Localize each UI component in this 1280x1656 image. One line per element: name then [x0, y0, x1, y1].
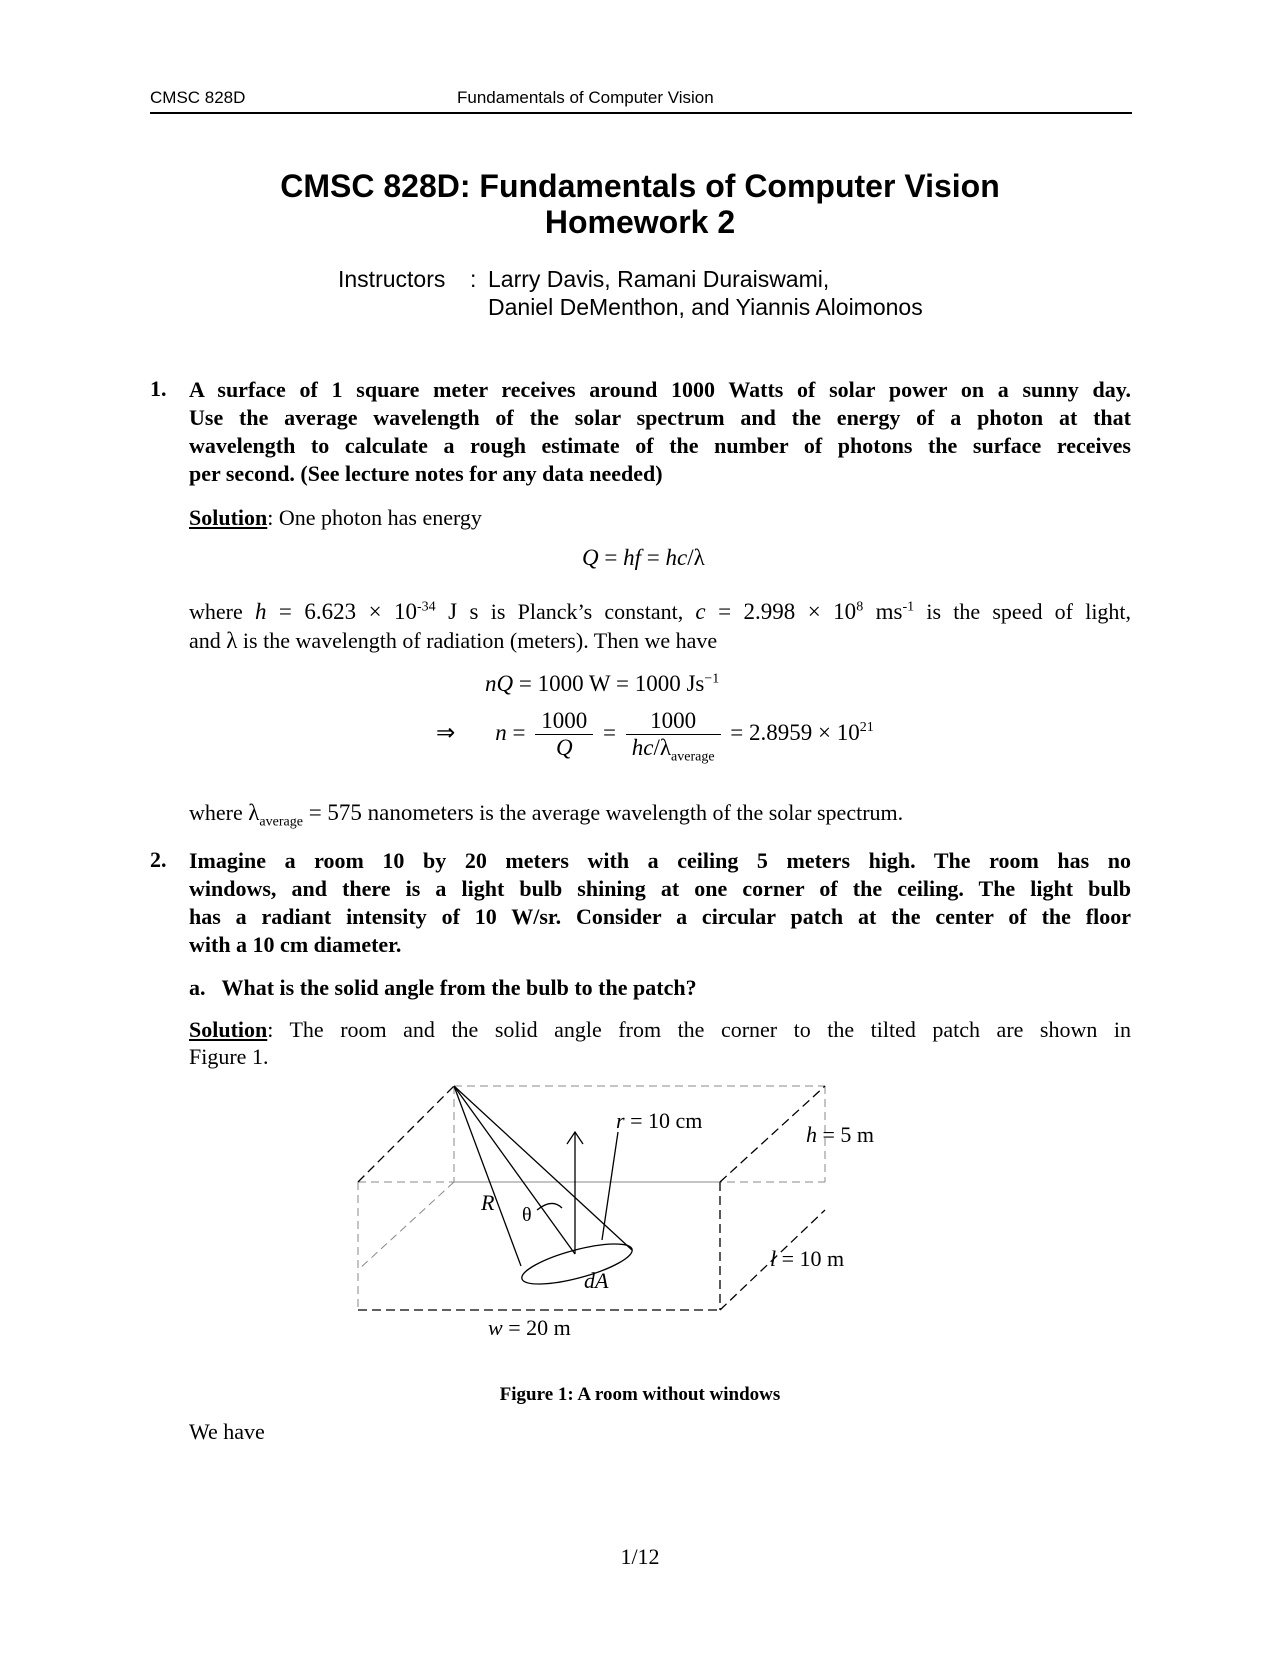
- q1-where-line: [189, 598, 1131, 626]
- question-2-text: [189, 847, 1131, 959]
- page-subtitle: Homework 2: [544, 204, 736, 240]
- patch-ellipse: [518, 1236, 635, 1293]
- theta-arc: [537, 1203, 562, 1210]
- eq-operator: =: [597, 719, 622, 745]
- eq-symbol-n: n: [495, 719, 507, 745]
- cone-ray-left: [454, 1086, 521, 1266]
- equation-power: [485, 671, 719, 697]
- lambda-subscript: average: [671, 749, 715, 765]
- average-wavelength-value: [248, 800, 474, 830]
- eq-slash: /: [653, 735, 660, 760]
- page-title: CMSC 828D: Fundamentals of Computer Vision: [280, 168, 1000, 204]
- cone-ray-right: [454, 1086, 632, 1250]
- label-radius: [616, 1108, 702, 1134]
- q2-solution-line-2: Figure 1.: [189, 1044, 269, 1069]
- planck-constant-value: [255, 599, 479, 624]
- fraction-numerator: 1000: [541, 708, 588, 733]
- label-height: [806, 1122, 874, 1148]
- header-course: CMSC 828D: [150, 88, 246, 107]
- eq-lambda: λ: [693, 545, 705, 570]
- question-2-line: has a radiant intensity of 10 W/sr. Consider a circular patch at the center of the floor: [189, 904, 1131, 929]
- question-1-line: A surface of 1 square meter receives around 1000 Watts of solar power on a sunny day.: [189, 377, 1131, 402]
- instructors-line-1: Larry Davis, Ramani Duraiswami,: [488, 266, 830, 292]
- l-unit: m: [827, 1246, 845, 1271]
- instructors-label: Instructors: [338, 266, 446, 292]
- symbol-c: c: [695, 599, 706, 624]
- eq-symbol-nq: nQ: [485, 671, 514, 696]
- eq-symbol-hf: hf: [623, 545, 641, 570]
- label-length: [770, 1246, 844, 1272]
- question-2a: [189, 975, 697, 1001]
- eq-symbol-hc: hc: [665, 545, 688, 570]
- w-unit: m: [553, 1315, 571, 1340]
- question-1-line: wavelength to calculate a rough estimate of the number of photons the surface receives: [189, 433, 1131, 458]
- lambda-symbol: λ: [248, 800, 260, 825]
- h-unit: m: [856, 1122, 875, 1147]
- room-hidden-edge: [358, 1182, 454, 1270]
- eq-operator: =: [598, 545, 624, 570]
- question-2-number: 2.: [150, 847, 167, 872]
- eq-result-exponent: 21: [859, 720, 874, 736]
- running-header: [150, 88, 1132, 114]
- solution-intro-text: : One photon has energy: [267, 505, 482, 530]
- planck-description: is Planck’s constant,: [490, 599, 684, 624]
- question-2-line: with a 10 cm diameter.: [189, 932, 402, 957]
- lambda-description: is the wavelength of radiation (meters). Then we have: [242, 628, 718, 653]
- eq-power-exponent: −1: [704, 671, 720, 687]
- solution-label: Solution: [189, 505, 268, 530]
- eq-symbol-q: Q: [582, 545, 599, 570]
- symbol-r: r: [616, 1108, 625, 1133]
- h-value: = 6.623 × 10: [266, 599, 418, 624]
- header-subject: Fundamentals of Computer Vision: [457, 88, 714, 107]
- question-1-number: 1.: [150, 376, 167, 401]
- question-1-text: [189, 376, 1131, 488]
- q1-solution-intro: [189, 504, 482, 532]
- q1-average-wavelength-line: [189, 799, 904, 830]
- and-word: and: [189, 628, 221, 653]
- lambda-symbol: λ: [226, 628, 238, 653]
- wavelength-value: = 575 nanometers: [302, 800, 474, 825]
- r-value: = 10: [624, 1108, 670, 1133]
- c-unit: ms: [863, 599, 903, 624]
- fraction-denominator: [626, 734, 721, 765]
- fraction-1000-over-hc-lambda: [626, 708, 721, 765]
- figure-room: [340, 1080, 900, 1375]
- wavelength-description: is the average wavelength of the solar spectrum.: [479, 800, 904, 825]
- where-word: where: [189, 800, 243, 825]
- h-unit: J s: [435, 599, 479, 624]
- symbol-l: l: [770, 1246, 777, 1271]
- q2-solution-line-1: [189, 1016, 1131, 1044]
- lambda-subscript: average: [259, 814, 303, 830]
- instructors-line-2: Daniel DeMenthon, and Yiannis Aloimonos: [488, 294, 923, 320]
- fraction-denominator: Q: [535, 734, 593, 761]
- eq-power-values: = 1000 W = 1000 Js: [513, 671, 705, 696]
- room-edge-ceiling-left: [358, 1086, 454, 1182]
- speed-of-light-value: [695, 599, 914, 624]
- part-a-letter: a.: [189, 975, 206, 1000]
- radius-line: [602, 1132, 618, 1240]
- fraction-numerator: 1000: [650, 708, 697, 733]
- symbol-h: h: [254, 599, 267, 624]
- h-value: = 5: [817, 1122, 852, 1147]
- solution-text: : The room and the solid angle from the corner to the tilted patch are shown in: [267, 1017, 1131, 1042]
- instructors-separator: :: [470, 266, 477, 292]
- fraction-1000-over-q: [535, 708, 593, 761]
- label-theta: θ: [522, 1204, 532, 1226]
- symbol-h: h: [806, 1122, 817, 1147]
- eq-slash: /: [687, 545, 694, 570]
- label-area-da: dA: [584, 1268, 609, 1293]
- w-value: = 20: [502, 1315, 549, 1340]
- question-1-line: Use the average wavelength of the solar spectrum and the energy of a photon at that: [189, 405, 1131, 430]
- implies-arrow: ⇒: [436, 719, 456, 745]
- question-2-line: windows, and there is a light bulb shining at one corner of the ceiling. The light bulb: [189, 876, 1131, 901]
- figure-caption: Figure 1: A room without windows: [499, 1384, 781, 1405]
- equation-photon-energy: [582, 545, 705, 571]
- equation-photon-count: [436, 708, 874, 765]
- symbol-w: w: [488, 1315, 503, 1340]
- part-a-text: What is the solid angle from the bulb to the patch?: [221, 975, 697, 1000]
- h-exponent: -34: [417, 599, 436, 615]
- cone-ray-center: [454, 1086, 575, 1254]
- solution-label: Solution: [189, 1017, 268, 1042]
- l-value: = 10: [776, 1246, 822, 1271]
- eq-symbol-hc: hc: [631, 735, 654, 760]
- r-unit: cm: [675, 1108, 703, 1133]
- question-2-line: Imagine a room 10 by 20 meters with a ceiling 5 meters high. The room has no: [189, 848, 1131, 873]
- page-number: 1/12: [620, 1544, 660, 1569]
- eq-lambda: λ: [659, 735, 672, 760]
- c-exponent: 8: [856, 599, 864, 615]
- speed-description: is the speed of light,: [926, 599, 1132, 624]
- where-word: where: [189, 599, 243, 624]
- eq-operator: =: [506, 719, 532, 745]
- we-have-text: We have: [189, 1419, 265, 1444]
- label-width: [488, 1315, 571, 1341]
- c-value: = 2.998 × 10: [705, 599, 857, 624]
- q1-lambda-line: [189, 627, 717, 655]
- label-distance-r: R: [481, 1190, 495, 1215]
- c-unit-exponent: -1: [902, 599, 915, 615]
- eq-result: = 2.8959 × 10: [724, 719, 860, 745]
- eq-operator: =: [641, 545, 666, 570]
- question-1-line: per second. (See lecture notes for any data needed): [189, 461, 663, 486]
